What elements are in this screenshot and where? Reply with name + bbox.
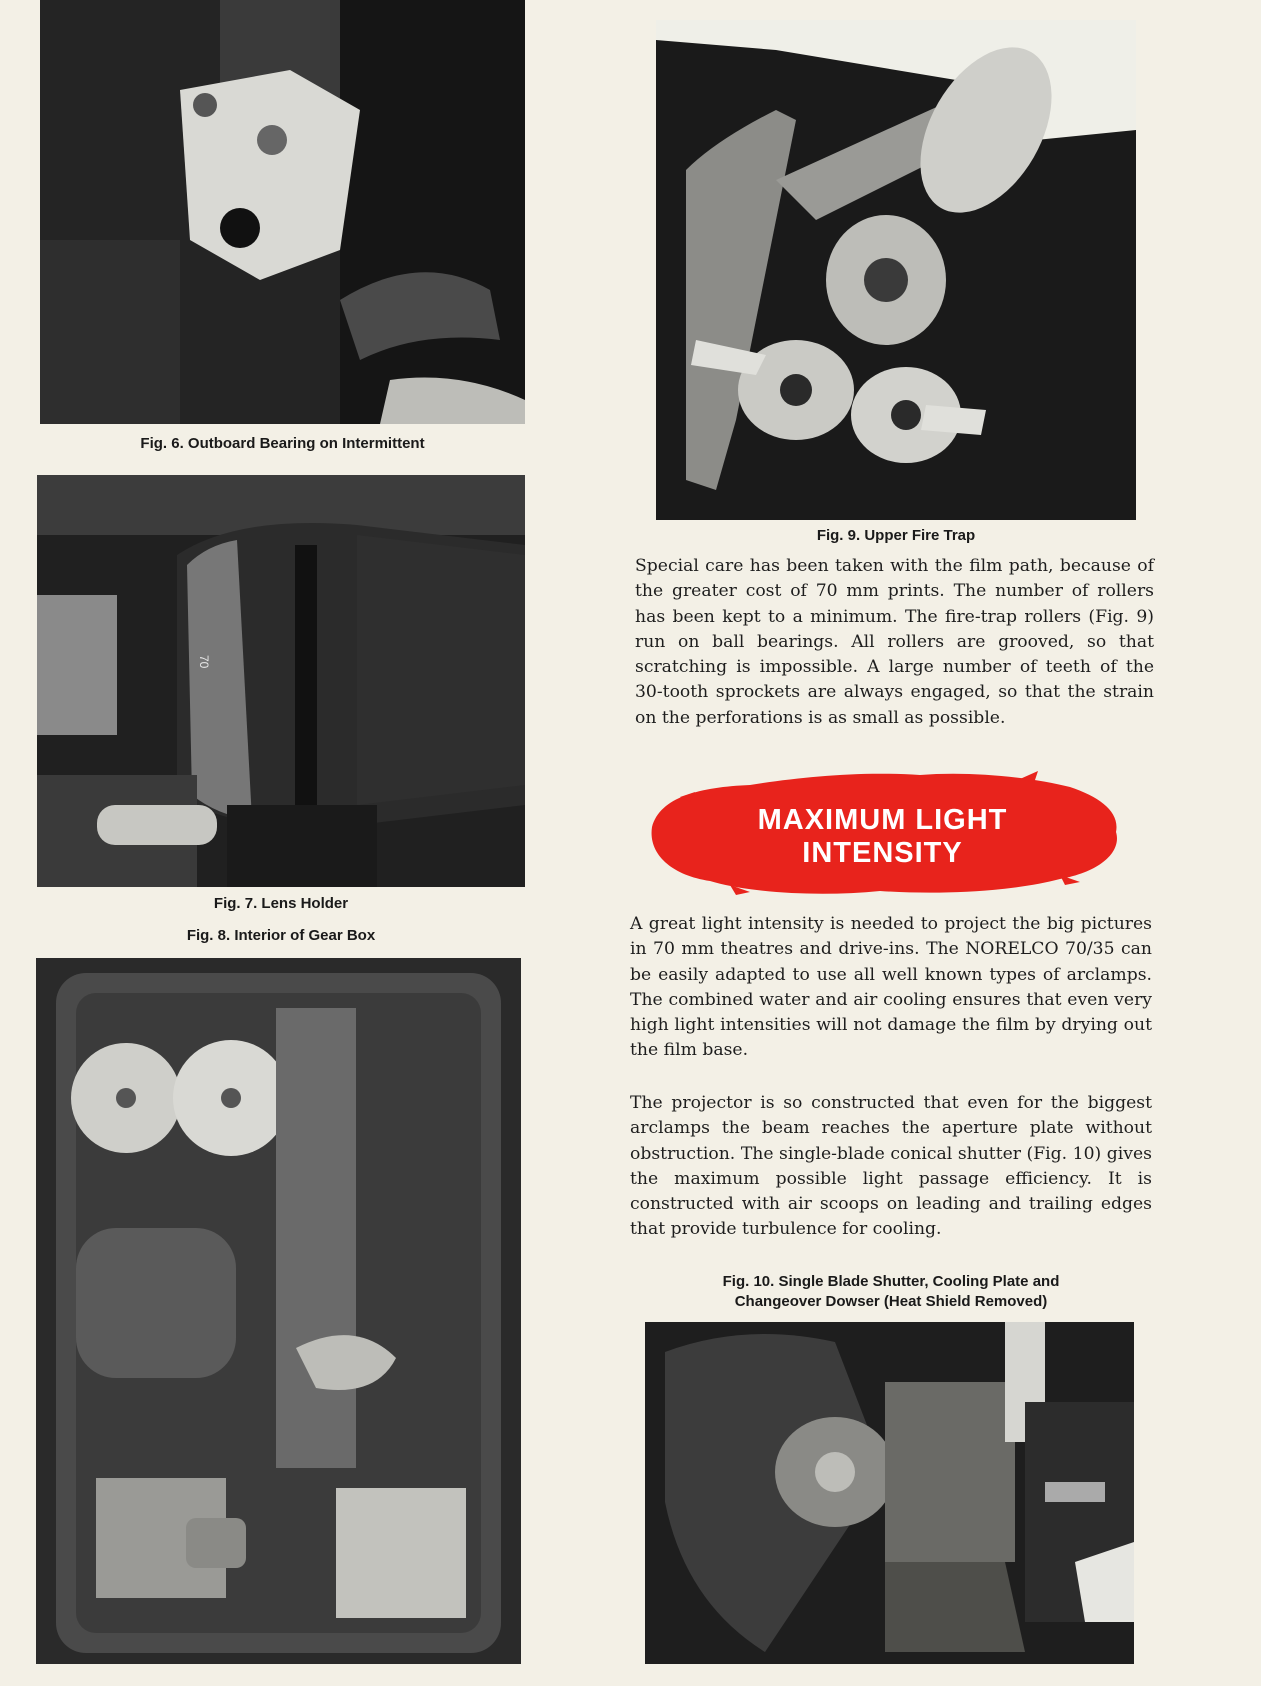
fig8-photo [36, 958, 521, 1664]
lens-marking-text: 70 [197, 655, 211, 669]
fig6-caption: Fig. 6. Outboard Bearing on Intermittent [140, 435, 425, 452]
section-heading [640, 804, 1125, 870]
fig10-caption-line-1: Fig. 10. Single Blade Shutter, Cooling Plate and [722, 1273, 1060, 1290]
fig10-caption-line-2: Changeover Dowser (Heat Shield Removed) [734, 1293, 1048, 1310]
heading-line-1: MAXIMUM LIGHT [757, 804, 1008, 836]
heading-line-2: INTENSITY [802, 837, 963, 869]
paragraph-projector: The projector is so constructed that even for the biggest arclamps the beam reaches the aperture plate without obstruction. The single-blade conical shutter (Fig. 10) gives the maximum possible light passage efficiency. It is constructed with air scoops on leading and trailing edges that provide turbulence for cooling. [630, 1093, 1152, 1240]
fig9-caption: Fig. 9. Upper Fire Trap [816, 527, 976, 544]
fig8-caption: Fig. 8. Interior of Gear Box [186, 927, 376, 944]
paragraph-light-intensity: A great light intensity is needed to project the big pictures in 70 mm theatres and drive-ins. The NORELCO 70/35 can be easily adapted to use all well known types of arclamps. The combined water and air cooling ensures that even very high light intensities will not damage the film by drying out the film base. [630, 914, 1152, 1061]
fig6-photo [40, 0, 525, 424]
paragraph-film-path: Special care has been taken with the film path, because of the greater cost of 70 mm prints. The number of rollers has been kept to a minimum. The fire-trap rollers (Fig. 9) run on ball bearings. All rollers are grooved, so that scratching is impossible. A large number of teeth of the 30-tooth sprockets are always engaged, so that the strain on the perforations is as small as possible. [635, 556, 1154, 728]
section-heading-splash [640, 757, 1125, 907]
fig7-caption: Fig. 7. Lens Holder [213, 895, 349, 912]
fig7-photo [37, 475, 525, 887]
fig9-photo [656, 20, 1136, 520]
fig10-photo [645, 1322, 1134, 1664]
fig10-caption [630, 1272, 1152, 1312]
